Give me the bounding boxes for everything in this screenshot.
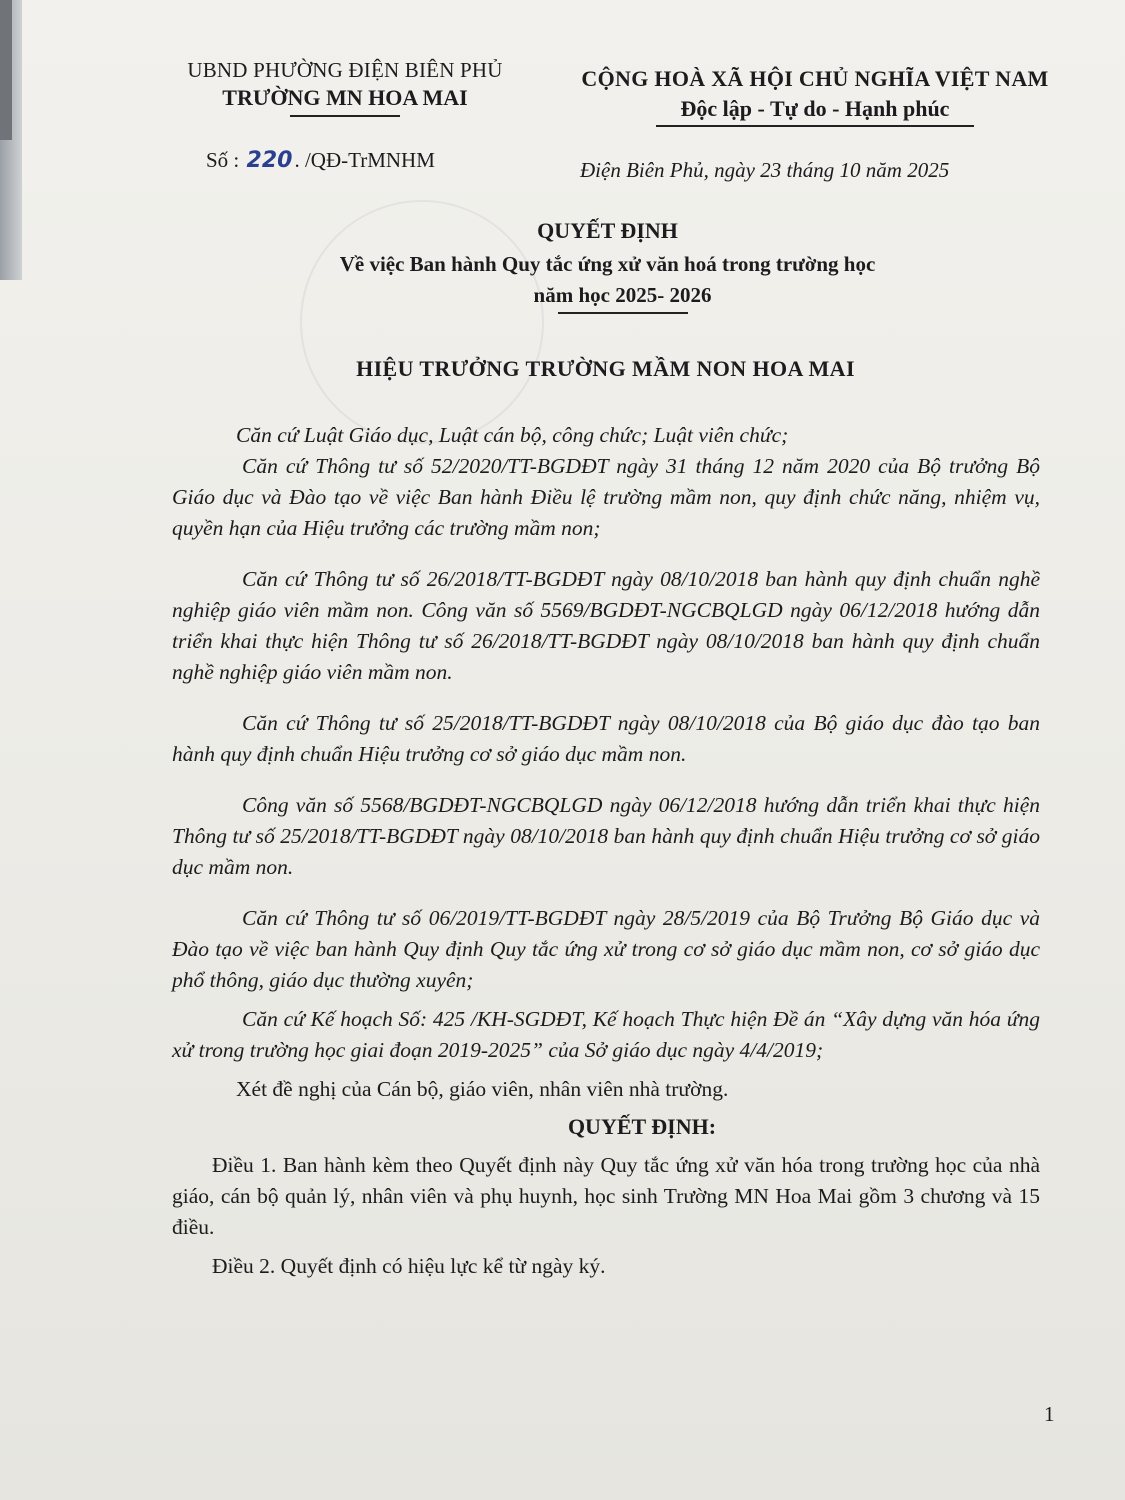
agency-underline — [290, 115, 400, 117]
national-motto — [545, 66, 1085, 127]
decision-heading-text: QUYẾT ĐỊNH: — [567, 1114, 717, 1139]
issuing-agency — [150, 58, 540, 117]
document-number — [206, 148, 435, 173]
motto: Độc lập - Tự do - Hạnh phúc — [680, 96, 950, 121]
basis-paragraph: Căn cứ Thông tư số 06/2019/TT-BGDĐT ngày 28/5/2019 của Bộ Trưởng Bộ Giáo dục và Đào tạo về việc ban hành Quy định Quy tắc ứng xử trong cơ sở giáo dục mầm non, cơ sở giáo dục phổ thông, giáo dục thường xuyên; — [172, 906, 1040, 992]
page-edge-dark — [0, 0, 12, 140]
basis-paragraph: Công văn số 5568/BGDĐT-NGCBQLGD ngày 06/12/2018 hướng dẫn triển khai thực hiện Thông tư số 25/2018/TT-BGDĐT ngày 08/10/2018 ban hành quy định chuẩn Hiệu trưởng cơ sở giáo dục mầm non. — [172, 793, 1040, 879]
page-number: 1 — [1044, 1402, 1055, 1426]
document-title — [0, 218, 1125, 314]
proposal-paragraph: Xét đề nghị của Cán bộ, giáo viên, nhân viên nhà trường. — [236, 1077, 729, 1101]
country-name: CỘNG HOÀ XÃ HỘI CHỦ NGHĨA VIỆT NAM — [581, 66, 1049, 91]
title-underline — [558, 312, 688, 314]
authority-text: HIỆU TRƯỞNG TRƯỜNG MẦM NON HOA MAI — [356, 356, 855, 381]
parent-agency: UBND PHƯỜNG ĐIỆN BIÊN PHỦ — [187, 58, 503, 82]
basis-paragraph: Căn cứ Thông tư số 25/2018/TT-BGDĐT ngày 08/10/2018 của Bộ giáo dục đào tạo ban hành quy định chuẩn Hiệu trưởng cơ sở giáo dục mầm non. — [172, 711, 1040, 766]
basis-paragraph: Căn cứ Thông tư số 52/2020/TT-BGDĐT ngày 31 tháng 12 năm 2020 của Bộ trưởng Bộ Giáo dục và Đào tạo về việc Ban hành Điều lệ trường mầm non, quy định chức năng, nhiệm vụ, quyền hạn của Hiệu trưởng các trường mầm non; — [172, 454, 1040, 540]
article-2: Điều 2. Quyết định có hiệu lực kể từ ngày ký. — [212, 1254, 606, 1278]
basis-paragraph: Căn cứ Thông tư số 26/2018/TT-BGDĐT ngày 08/10/2018 ban hành quy định chuẩn nghề nghiệp giáo viên mầm non. Công văn số 5569/BGDĐT-NGCBQLGD ngày 06/12/2018 hướng dẫn triển khai thực hiện Thông tư số 26/2018/TT-BGDĐT ngày 08/10/2018 ban hành quy định chuẩn nghề nghiệp giáo viên mầm non. — [172, 567, 1040, 684]
issuing-authority — [0, 356, 1125, 382]
title-type: QUYẾT ĐỊNH — [537, 218, 678, 243]
motto-underline — [656, 125, 974, 127]
document-body — [172, 420, 1040, 1282]
basis-paragraph: Căn cứ Luật Giáo dục, Luật cán bộ, công chức; Luật viên chức; — [236, 423, 789, 447]
school-name: TRƯỜNG MN HOA MAI — [222, 85, 468, 110]
title-school-year: năm học 2025- 2026 — [533, 283, 712, 307]
doc-number-suffix: . /QĐ-TrMNHM — [294, 148, 435, 172]
doc-number-handwritten: 220 — [246, 148, 293, 173]
doc-number-prefix: Số : — [206, 148, 245, 172]
article-1: Điều 1. Ban hành kèm theo Quyết định này Quy tắc ứng xử văn hóa trong trường học của nhà giáo, cán bộ quản lý, nhân viên và phụ huynh, học sinh Trường MN Hoa Mai gồm 3 chương và 15 điều. — [172, 1153, 1040, 1239]
decision-heading — [172, 1111, 1040, 1142]
place-and-date: Điện Biên Phủ, ngày 23 tháng 10 năm 2025 — [580, 158, 950, 182]
basis-paragraph: Căn cứ Kế hoạch Số: 425 /KH-SGDĐT, Kế hoạch Thực hiện Đề án “Xây dựng văn hóa ứng xử trong trường học giai đoạn 2019-2025” của Sở giáo dục ngày 4/4/2019; — [172, 1007, 1040, 1062]
title-subject: Về việc Ban hành Quy tắc ứng xử văn hoá trong trường học — [339, 252, 876, 276]
